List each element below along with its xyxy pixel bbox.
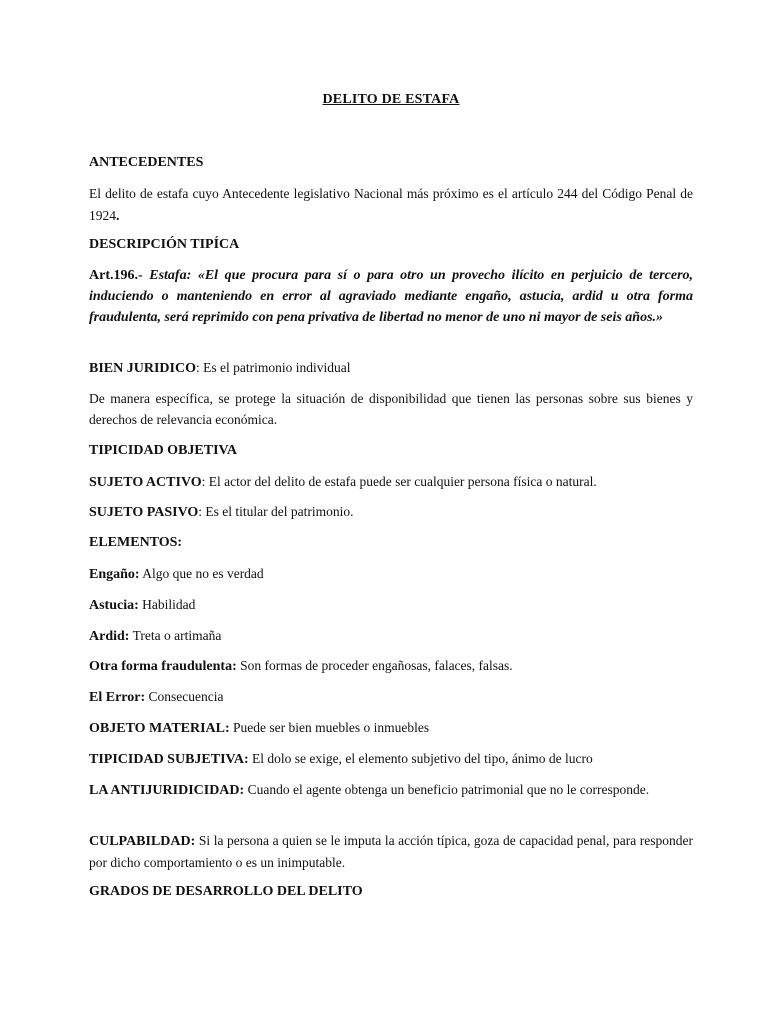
antecedentes-text: El delito de estafa cuyo Antecedente legislativo Nacional más próximo es el artículo 244 del Código Penal de 1924 <box>89 186 693 223</box>
elemento-text: Algo que no es verdad <box>139 566 264 581</box>
elemento-label: Ardid: <box>89 629 130 644</box>
elemento-label: Engaño: <box>89 567 140 582</box>
elemento-text: Habilidad <box>138 597 196 612</box>
culpabilidad-label: CULPABILDAD: <box>89 834 196 849</box>
bien-juridico-line <box>89 357 693 379</box>
objeto-material-text: Puede ser bien muebles o inmuebles <box>229 720 430 735</box>
tipicidad-subjetiva-line <box>89 748 693 770</box>
elemento-item <box>89 625 693 647</box>
elemento-text: Consecuencia <box>145 689 224 704</box>
antecedentes-heading: ANTECEDENTES <box>89 155 204 170</box>
sujeto-activo-line <box>89 471 693 493</box>
elemento-label: El Error: <box>89 690 146 705</box>
tipicidad-objetiva-heading: TIPICIDAD OBJETIVA <box>89 443 237 458</box>
article-title: Estafa: <box>149 268 192 283</box>
elemento-item <box>89 563 693 585</box>
culpabilidad-text: Si la persona a quien se le imputa la acción típica, goza de capacidad penal, para responder por dicho comportamiento o es un inimputable. <box>89 833 693 870</box>
article-text: «El que procura para sí o para otro un provecho ilícito en perjuicio de tercero, induciendo o manteniendo en error al agraviado mediante engaño, astucia, ardid u otra forma fraudulenta, será reprimido con pena privativa de libertad no menor de uno ni mayor de seis años.» <box>89 268 694 325</box>
bien-juridico-label: BIEN JURIDICO <box>89 361 196 376</box>
sujeto-activo-label: SUJETO ACTIVO <box>89 475 202 490</box>
sujeto-pasivo-line <box>89 501 693 523</box>
elemento-label: Otra forma fraudulenta: <box>89 659 237 674</box>
sujeto-activo-text: : El actor del delito de estafa puede ser cualquier persona física o natural. <box>201 474 597 489</box>
elemento-item <box>89 655 693 677</box>
article-paragraph <box>89 265 693 328</box>
antecedentes-suffix: . <box>116 209 120 224</box>
objeto-material-label: OBJETO MATERIAL: <box>89 721 230 736</box>
antijuridicidad-text: Cuando el agente obtenga un beneficio patrimonial que no le corresponde. <box>244 782 650 797</box>
objeto-material-line <box>89 717 693 739</box>
tipicidad-subjetiva-text: El dolo se exige, el elemento subjetivo del tipo, ánimo de lucro <box>248 751 593 766</box>
sujeto-pasivo-label: SUJETO PASIVO <box>89 505 199 520</box>
elemento-text: Son formas de proceder engañosas, falaces, falsas. <box>236 658 513 673</box>
elemento-text: Treta o artimaña <box>129 628 222 643</box>
antijuridicidad-label: LA ANTIJURIDICIDAD: <box>89 783 245 798</box>
culpabilidad-paragraph <box>89 830 693 874</box>
antecedentes-paragraph <box>89 183 693 227</box>
bien-juridico-detail: De manera específica, se protege la situación de disponibilidad que tienen las personas sobre sus bienes y derechos de relevancia económica. <box>89 391 693 427</box>
sujeto-pasivo-text: : Es el titular del patrimonio. <box>198 504 354 519</box>
article-ref: Art.196.- <box>89 268 143 283</box>
descripcion-heading: DESCRIPCIÓN TIPÍCA <box>89 237 240 252</box>
elemento-label: Astucia: <box>89 598 139 613</box>
elemento-item <box>89 686 693 708</box>
elemento-item <box>89 594 693 616</box>
document-title: DELITO DE ESTAFA <box>322 92 460 107</box>
elementos-heading: ELEMENTOS: <box>89 535 183 550</box>
bien-juridico-text: : Es el patrimonio individual <box>195 360 351 375</box>
antijuridicidad-paragraph <box>89 779 693 801</box>
grados-heading: GRADOS DE DESARROLLO DEL DELITO <box>89 884 363 899</box>
tipicidad-subjetiva-label: TIPICIDAD SUBJETIVA: <box>89 752 249 767</box>
